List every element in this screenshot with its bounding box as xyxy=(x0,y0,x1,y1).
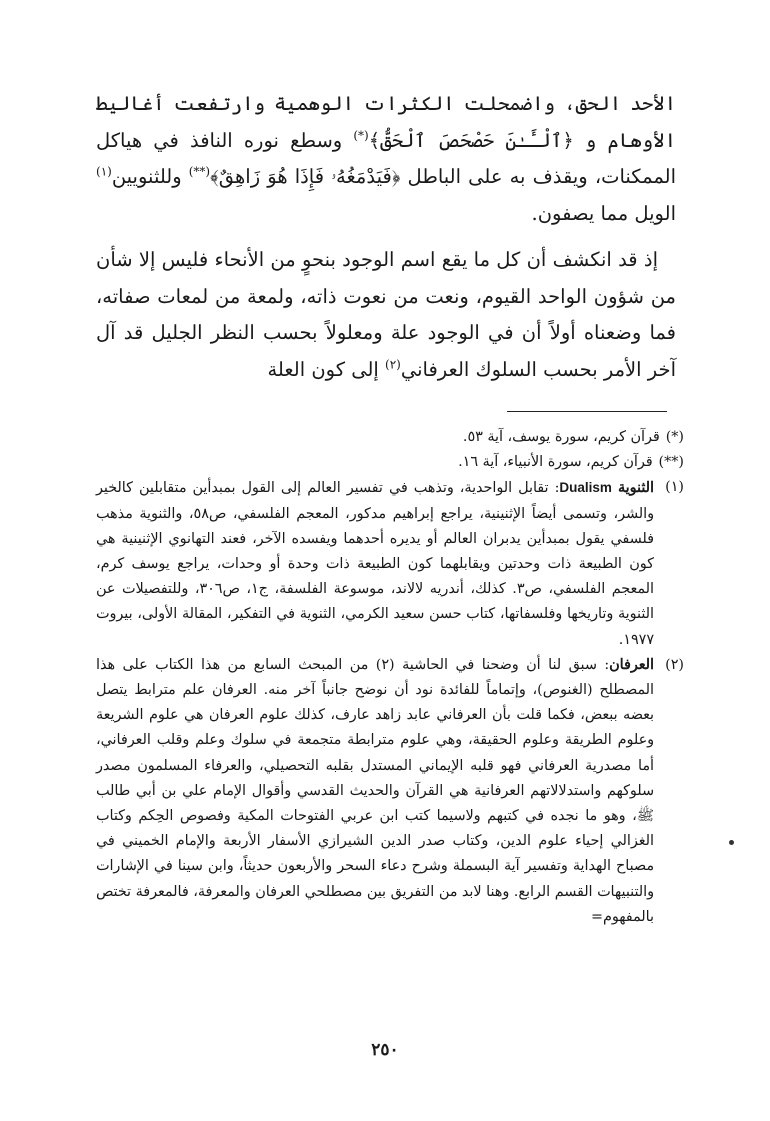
page-number: ٢٥٠ xyxy=(371,1040,399,1060)
paragraph-2: إذ قد انكشف أن كل ما يقع اسم الوجود بنحوٍ من الأنحاء فليس إلا شأن من شؤون الواحد القيوم، ونعت من نعوت ذاته، ولمعة من لمعات صفاته، فما وضعناه أولاً أن في الوجود علة ومعلولاً بحسب النظر الجليل قد آل آخر الأمر بحسب السلوك العرفاني$^{(٢)}$ إلى كون العلة xyxy=(96,248,676,381)
footnote-ref-2[interactable]: (٢) xyxy=(385,357,401,371)
footnotes xyxy=(96,425,684,930)
margin-dot xyxy=(729,840,734,845)
footnote-ref-star2[interactable]: (**) xyxy=(188,164,211,179)
footnote-1 xyxy=(96,475,684,652)
footnote-text: قرآن كريم، سورة الأنبياء، آية ١٦. xyxy=(458,454,653,471)
footnote-star2 xyxy=(96,450,684,475)
footnote-ref-star1[interactable]: (*) xyxy=(353,128,369,142)
footnote-separator xyxy=(507,411,667,412)
main-text xyxy=(96,86,676,388)
footnote-term: العرفان xyxy=(609,656,654,673)
footnote-marker: (١) xyxy=(665,479,684,496)
footnote-term: الثنوية xyxy=(618,480,655,497)
quran-verse-1: ﴿ٱلْـَٔـٰنَ حَصْحَصَ ٱلْحَقُّ﴾ xyxy=(368,128,574,152)
footnote-ref-1[interactable]: (١) xyxy=(96,164,112,179)
footnote-marker: (*) xyxy=(665,429,684,445)
quran-verse-2: ﴿فَيَدْمَغُهُۥ فَإِذَا هُوَ زَاهِقٌ﴾ xyxy=(210,165,401,188)
footnote-term-latin: Dualism xyxy=(559,480,612,496)
paragraph-1: الأحد الحق، واضمحلت الكثرات الوهمية وارتفعت أغاليط الأوهام و ﴿ٱلْـَٔـٰنَ حَصْحَصَ ٱلْحَقُّ﴾(*) وسطع نوره النافذ في هياكل الممكنات، ويقذف به على الباطل ﴿فَيَدْمَغُهُۥ فَإِذَا هُوَ زَاهِقٌ﴾(**) وللثنويين$^{(١)}$ الويل مما يصفون. xyxy=(96,92,676,225)
footnote-marker: (٢) xyxy=(665,656,684,673)
footnote-text: الثنوية Dualism: تقابل الواحدية، وتذهب في تفسير العالم إلى القول بمبدأين متقابلين كالخير والشر، وتسمى أيضاً الإثنينية، يراجع إبراهيم مدكور، المعجم الفلسفي، ص٥٨، والثنوية مذهب فلسفي يقول بمبدأين يدبران العالم أو يديره أحدهما ويفسده الآخر، فعند التهانوي الإثنينية هي كون الطبيعة ذات وحدتين ويقابلهما كون الطبيعة ذات وحدة أو وحدات، يراجع يوسف كرم، المعجم الفلسفي، ص٣. كذلك، أندريه لالاند، موسوعة الفلسفة، ج١، ص٣٠٦، وللتفصيلات عن الثنوية وتاريخها وفلسفاتها، كتاب حسن سعيد الكرمي، الثنوية في التفكير، المقالة الأولى، بيروت ١٩٧٧. xyxy=(96,480,655,648)
footnote-2 xyxy=(96,653,684,930)
footnote-marker: (**) xyxy=(658,454,684,471)
footnote-star1 xyxy=(96,425,684,450)
footnote-text: قرآن كريم، سورة يوسف، آية ٥٣. xyxy=(462,429,660,445)
footnote-text: العرفان: سبق لنا أن وضحنا في الحاشية (٢) من المبحث السابع من هذا الكتاب على هذا المصطلح (الغنوص)، وإتماماً للفائدة نود أن نوضح جانباً آخر منه. العرفان علم مترابط يتصل بعضه ببعض، فكما قلت بأن العرفاني عابد زاهد عارف، كذلك علوم العرفان هي علوم الشريعة وعلوم الطريقة وعلوم الحقيقة، وهي علوم مترابطة متجمعة في سلوك وعلم وقلب العرفاني، أما مصدرية العرفاني فهو قلبه الإيماني المستدل بقلبه التحصيلي، والعرفاء المسلمون مصدر سلوكهم واستدلالاتهم العرفانية هي القرآن والحديث القدسي وأقوال الإمام علي بن أبي طالب ﷺ، وهو ما نجده في كتبهم ولاسيما كتب ابن عربي الفتوحات المكية وفصوص الحِكم وكتاب الغزالي إحياء علوم الدين، وكتاب صدر الدين الشيرازي الأسفار الأربعة والإمام الخميني في مصباح الهداية وتفسير آية البسملة وشرح دعاء السحر والأربعون حديثاً، وابن سينا في الإشارات والتنبيهات القسم الرابع. وهنا لابد من التفريق بين مصطلحي العرفان والمعرفة، فالمعرفة تختص بالمفهوم= xyxy=(96,656,654,925)
